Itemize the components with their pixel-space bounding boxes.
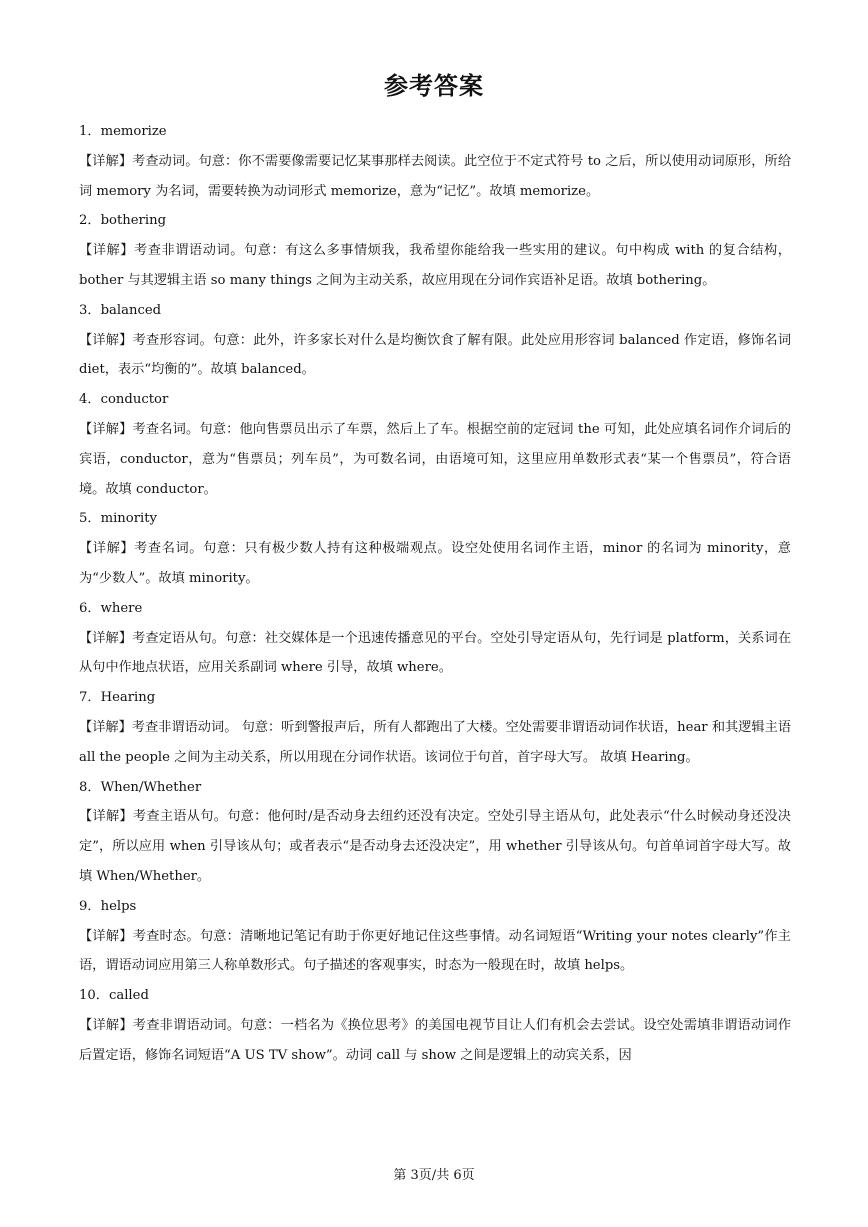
explanation-text: 考查非谓语动词。句意：一档名为《换位思考》的美国电视节目让人们有机会去尝试。设空处需填非谓语动词作后置定语，修饰名词短语“A US TV show”。动词 call 与 show 之间是逻辑上的动宾关系，因 (79, 1017, 792, 1063)
answer-number: 9． (79, 898, 101, 914)
answer-item (79, 117, 791, 206)
answer-word: balanced (100, 302, 162, 318)
explanation-text: 考查名词。句意：只有极少数人持有这种极端观点。设空处使用名词作主语，minor 的名词为 minority，意为“少数人”。故填 minority。 (79, 541, 791, 586)
answer-item (79, 296, 791, 385)
answer-line (79, 206, 791, 236)
explanation-paragraph (79, 713, 791, 773)
answer-line (79, 981, 791, 1011)
answer-word: When/Whether (100, 779, 202, 795)
answer-number: 8． (79, 779, 101, 795)
explanation-tag: 【详解】 (79, 153, 133, 169)
explanation-tag: 【详解】 (79, 1017, 133, 1033)
answer-line (79, 683, 791, 713)
answer-number: 7． (79, 690, 101, 706)
explanation-text: 考查名词。句意：他向售票员出示了车票，然后上了车。根据空前的定冠词 the 可知，此处应填名词作介词后的宾语，conductor，意为“售票员；列车员”，为可数名词，由语境可知，这里应用单数形式表“某一个售票员”，符合语境。故填 conductor。 (79, 421, 791, 497)
answer-word: helps (100, 898, 137, 914)
explanation-paragraph (79, 922, 791, 982)
explanation-paragraph (79, 624, 791, 684)
page-title: 参考答案 (384, 72, 484, 100)
answer-line (79, 594, 791, 624)
explanation-tag: 【详解】 (79, 809, 133, 825)
answer-word: Hearing (100, 690, 156, 706)
answer-number: 10． (79, 988, 109, 1004)
answer-word: bothering (100, 213, 167, 229)
answer-list (79, 117, 791, 1071)
explanation-paragraph (79, 534, 791, 594)
answer-word: minority (100, 511, 158, 527)
answer-item (79, 385, 791, 504)
answer-number: 5． (79, 511, 101, 527)
explanation-tag: 【详解】 (79, 630, 133, 646)
answer-item (79, 594, 791, 683)
explanation-paragraph (79, 802, 791, 891)
page-footer: 第 3页/共 6页 (393, 1168, 475, 1183)
explanation-tag: 【详解】 (79, 719, 132, 735)
answer-item (79, 892, 791, 981)
answer-item (79, 504, 791, 593)
explanation-text: 考查时态。句意：清晰地记笔记有助于你更好地记住这些事情。动名词短语“Writing your notes clearly”作主语，谓语动词应用第三人称单数形式。句子描述的客观事实，时态为一般现在时，故填 helps。 (79, 928, 791, 974)
answer-item (79, 683, 791, 772)
explanation-tag: 【详解】 (79, 332, 133, 348)
explanation-text: 考查非谓语动词。句意：有这么多事情烦我，我希望你能给我一些实用的建议。句中构成 with 的复合结构，bother 与其逻辑主语 so many things 之间为主动关系，故应用现在分词作宾语补足语。故填 bothering。 (79, 243, 791, 288)
explanation-text: 考查动词。句意：你不需要像需要记忆某事那样去阅读。此空位于不定式符号 to 之后，所以使用动词原形，所给词 memory 为名词，需要转换为动词形式 memorize，意为“记忆”。故填 memorize。 (79, 153, 792, 199)
answer-item (79, 206, 791, 295)
answer-number: 3． (79, 302, 101, 318)
answer-item (79, 773, 791, 892)
explanation-text: 考查形容词。句意：此外，许多家长对什么是均衡饮食了解有限。此处应用形容词 balanced 作定语，修饰名词 diet，表示“均衡的”。故填 balanced。 (79, 332, 792, 378)
explanation-paragraph (79, 415, 791, 504)
explanation-text: 考查定语从句。句意：社交媒体是一个迅速传播意见的平台。空处引导定语从句，先行词是 platform，关系词在从句中作地点状语，应用关系副词 where 引导，故填 where。 (79, 630, 792, 676)
explanation-tag: 【详解】 (79, 421, 133, 437)
answer-word: conductor (100, 392, 169, 408)
explanation-paragraph (79, 1011, 791, 1071)
explanation-tag: 【详解】 (79, 243, 134, 259)
answer-line (79, 892, 791, 922)
answer-word: called (108, 988, 149, 1004)
explanation-tag: 【详解】 (79, 928, 133, 944)
answer-number: 4． (79, 392, 101, 408)
explanation-tag: 【详解】 (79, 541, 135, 557)
explanation-paragraph (79, 147, 791, 207)
explanation-paragraph (79, 326, 791, 386)
answer-number: 2． (79, 213, 101, 229)
answer-line (79, 504, 791, 534)
answer-number: 1． (79, 124, 101, 139)
explanation-paragraph (79, 236, 791, 296)
answer-line (79, 296, 791, 326)
answer-word: where (100, 600, 143, 616)
answer-line (79, 117, 791, 147)
answer-word: memorize (100, 124, 167, 139)
answer-line (79, 385, 791, 415)
answer-number: 6． (79, 600, 101, 616)
explanation-text: 考查非谓语动词。 句意：听到警报声后，所有人都跑出了大楼。空处需要非谓语动词作状语，hear 和其逻辑主语 all the people 之间为主动关系，所以用现在分词作状语。该词位于句首，首字母大写。 故填 Hearing。 (79, 719, 792, 765)
answer-line (79, 773, 791, 803)
answer-item (79, 981, 791, 1070)
explanation-text: 考查主语从句。句意：他何时/是否动身去纽约还没有决定。空处引导主语从句，此处表示“什么时候动身还没决定”，所以应用 when 引导该从句；或者表示“是否动身去还没决定”，用 whether 引导该从句。句首单词首字母大写。故填 When/Whether。 (79, 809, 791, 884)
